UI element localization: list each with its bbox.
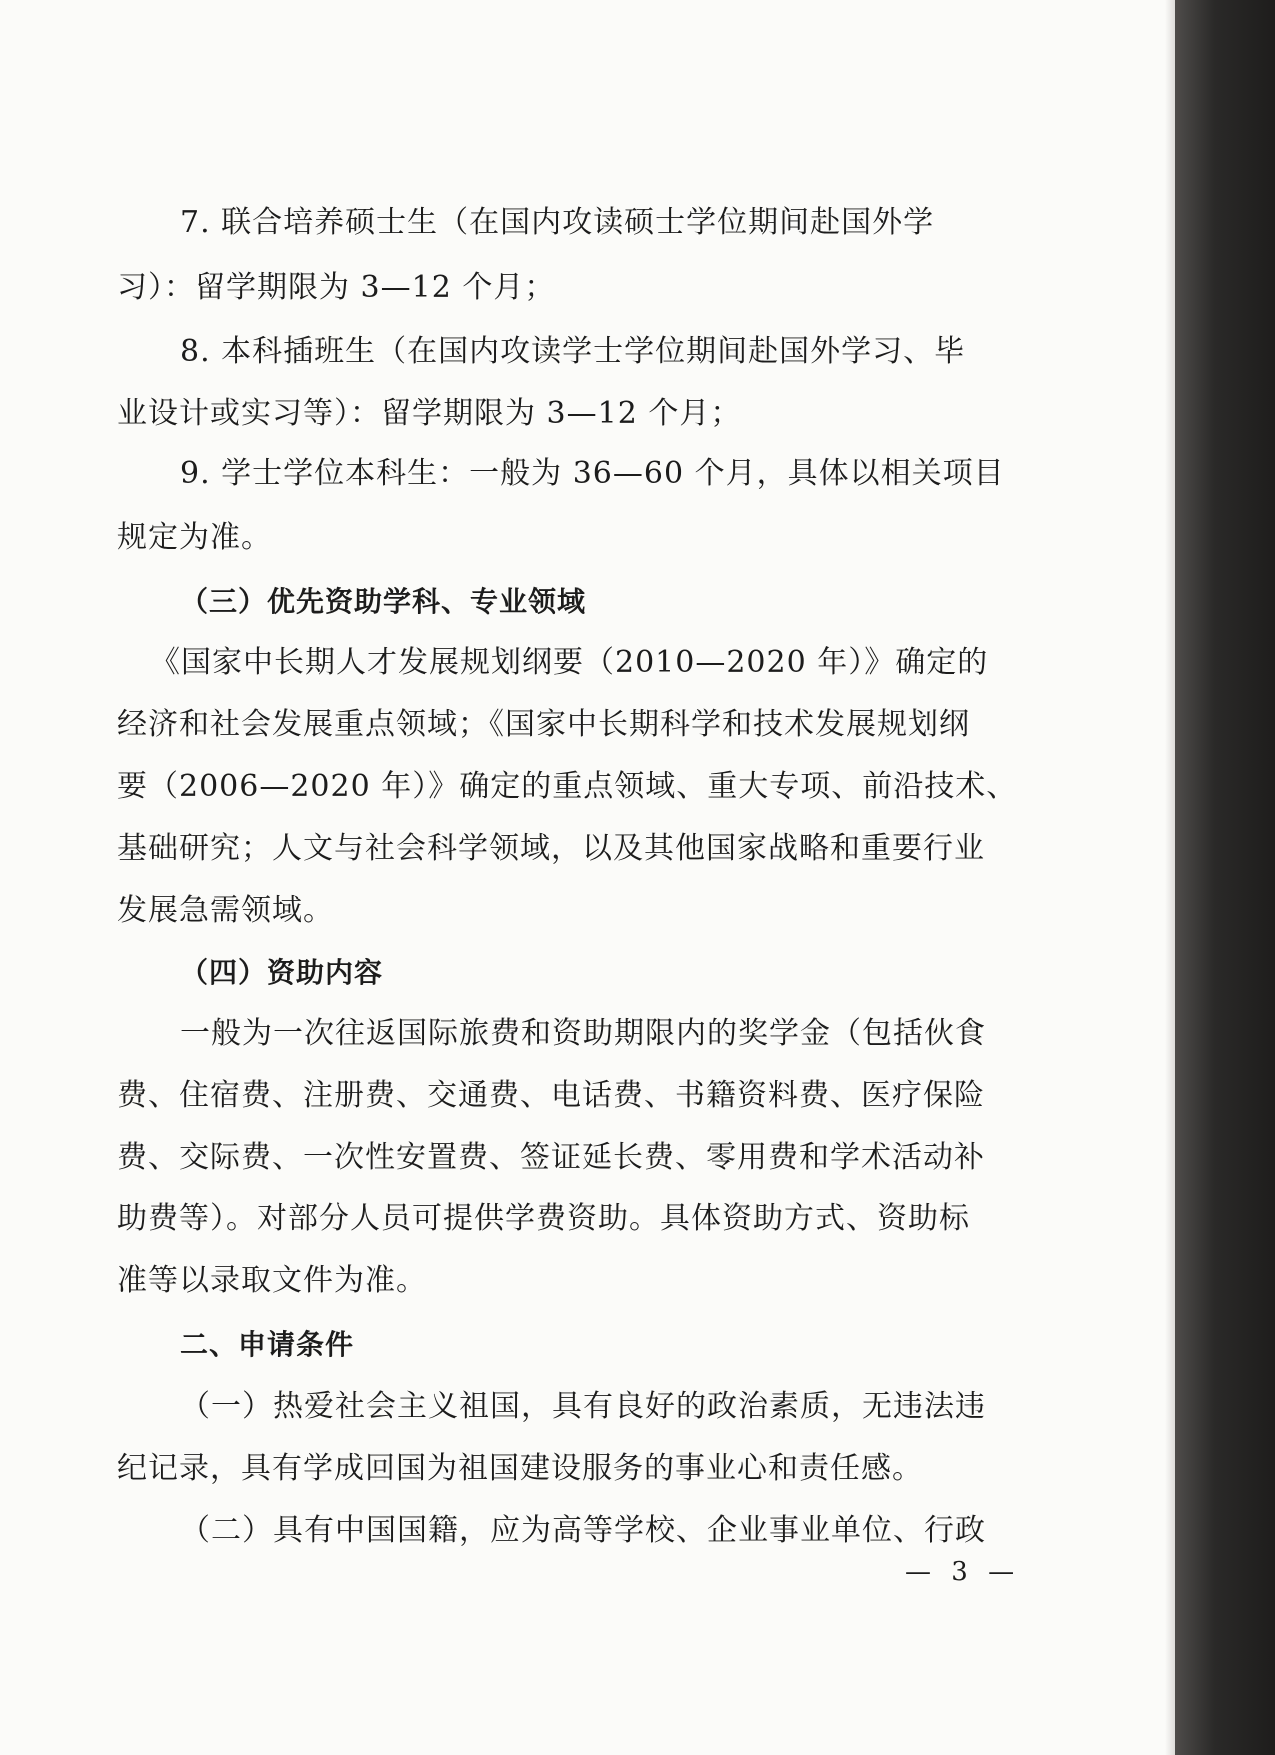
text-line: 业设计或实习等）：留学期限为 3—12 个月； [117, 396, 742, 431]
text-line: （二）具有中国国籍，应为高等学校、企业事业单位、行政 [180, 1513, 986, 1548]
text-line: 8. 本科插班生（在国内攻读学士学位期间赴国外学习、毕 [180, 334, 966, 369]
text-line: 费、交际费、一次性安置费、签证延长费、零用费和学术活动补 [117, 1140, 985, 1175]
text-line: 费、住宿费、注册费、交通费、电话费、书籍资料费、医疗保险 [117, 1078, 985, 1113]
text-line: 纪记录，具有学成回国为祖国建设服务的事业心和责任感。 [117, 1451, 923, 1486]
text-line: 发展急需领域。 [117, 893, 334, 928]
section-heading: （四）资助内容 [180, 956, 384, 989]
text-line: 9. 学士学位本科生：一般为 36—60 个月，具体以相关项目 [180, 456, 1005, 491]
text-line: （一）热爱社会主义祖国，具有良好的政治素质，无违法违 [180, 1389, 986, 1424]
text-line: 一般为一次往返国际旅费和资助期限内的奖学金（包括伙食 [180, 1016, 986, 1051]
section-heading: （三）优先资助学科、专业领域 [180, 585, 587, 618]
text-line: 习）：留学期限为 3—12 个月； [117, 270, 556, 305]
text-line: 基础研究；人文与社会科学领域，以及其他国家战略和重要行业 [117, 831, 985, 866]
text-line: 7. 联合培养硕士生（在国内攻读硕士学位期间赴国外学 [180, 205, 935, 240]
section-heading: 二、申请条件 [180, 1328, 355, 1361]
text-line: 助费等）。对部分人员可提供学费资助。具体资助方式、资助标 [117, 1201, 970, 1236]
text-line: 准等以录取文件为准。 [117, 1263, 427, 1298]
text-line: 《国家中长期人才发展规划纲要（2010—2020 年）》确定的 [150, 645, 989, 680]
text-line: 规定为准。 [117, 520, 272, 555]
text-line: 经济和社会发展重点领域；《国家中长期科学和技术发展规划纲 [117, 707, 970, 742]
page-number: — 3 — [905, 1557, 1021, 1587]
scanner-background-strip [1175, 0, 1275, 1755]
text-line: 要（2006—2020 年）》确定的重点领域、重大专项、前沿技术、 [117, 769, 1018, 804]
